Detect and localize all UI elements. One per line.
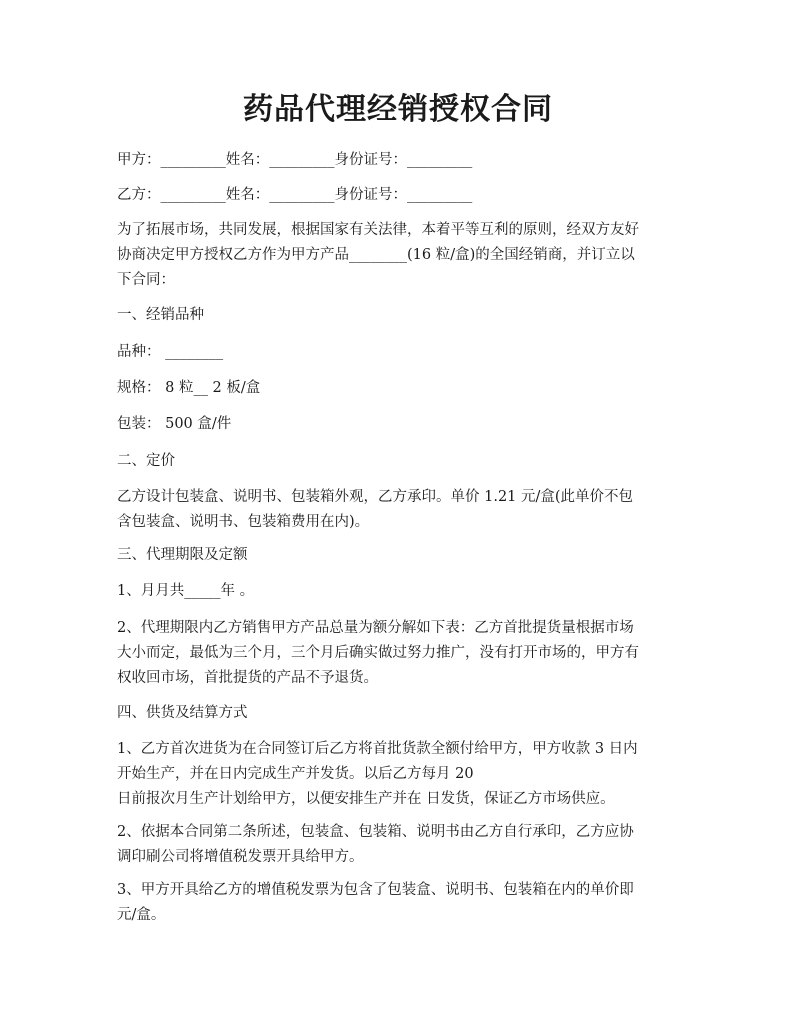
section-4-heading: 四、供货及结算方式 bbox=[117, 705, 248, 721]
party-a-line: 甲方：_________姓名：_________身份证号：_________ bbox=[117, 152, 473, 168]
section-3-heading: 三、代理期限及定额 bbox=[117, 547, 248, 563]
term-item-2-line-1: 2、代理期限内乙方销售甲方产品总量为额分解如下表：乙方首批提货量根据市场 bbox=[117, 620, 634, 636]
supply-item-2 bbox=[117, 820, 687, 870]
supply-item-2-line-2: 调印刷公司将增值税发票开具给甲方。 bbox=[117, 849, 364, 865]
term-item-2-line-3: 权收回市场，首批提货的产品不予退货。 bbox=[117, 670, 378, 686]
supply-item-3-line-1: 3、甲方开具给乙方的增值税发票为包含了包装盒、说明书、包装箱在内的单价即 bbox=[117, 882, 634, 898]
packing-line: 包装： 500 盒/件 bbox=[117, 416, 232, 432]
supply-item-1-line-2: 开始生产，并在日内完成生产并发货。以后乙方每月 20 bbox=[117, 766, 474, 782]
variety-line: 品种： ________ bbox=[117, 344, 224, 360]
term-item-2 bbox=[117, 616, 687, 691]
supply-item-1-line-3: 日前报次月生产计划给甲方，以便安排生产并在 日发货，保证乙方市场供应。 bbox=[117, 791, 615, 807]
supply-item-1-line-1: 1、乙方首次进货为在合同签订后乙方将首批货款全额付给甲方，甲方收款 3 日内 bbox=[117, 741, 638, 757]
section-2-heading: 二、定价 bbox=[117, 453, 175, 469]
pricing-line-2: 含包装盒、说明书、包装箱费用在内)。 bbox=[117, 514, 370, 530]
party-b-line: 乙方：_________姓名：_________身份证号：_________ bbox=[117, 187, 473, 203]
intro-line-1: 为了拓展市场，共同发展，根据国家有关法律，本着平等互利的原则，经双方友好 bbox=[117, 222, 639, 238]
intro-line-3: 下合同： bbox=[117, 272, 175, 288]
section-1-heading: 一、经销品种 bbox=[117, 307, 204, 323]
intro-line-2: 协商决定甲方授权乙方作为甲方产品________(16 粒/盒)的全国经销商，并订立以 bbox=[117, 247, 635, 263]
supply-item-2-line-1: 2、依据本合同第二条所述，包装盒、包装箱、说明书由乙方自行承印，乙方应协 bbox=[117, 824, 634, 840]
pricing-line-1: 乙方设计包装盒、说明书、包装箱外观，乙方承印。单价 1.21 元/盒(此单价不包 bbox=[117, 489, 634, 505]
term-item-2-line-2: 大小而定，最低为三个月，三个月后确实做过努力推广，没有打开市场的，甲方有 bbox=[117, 645, 639, 661]
spec-line: 规格： 8 粒__ 2 板/盒 bbox=[117, 380, 261, 396]
supply-item-3 bbox=[117, 878, 687, 928]
intro-paragraph bbox=[117, 218, 687, 293]
document-title: 药品代理经销授权合同 bbox=[243, 92, 553, 127]
term-item-1: 1、月月共_____年 。 bbox=[117, 583, 255, 599]
pricing-paragraph bbox=[117, 485, 687, 535]
supply-item-3-line-2: 元/盒。 bbox=[117, 907, 166, 923]
supply-item-1 bbox=[117, 737, 687, 812]
